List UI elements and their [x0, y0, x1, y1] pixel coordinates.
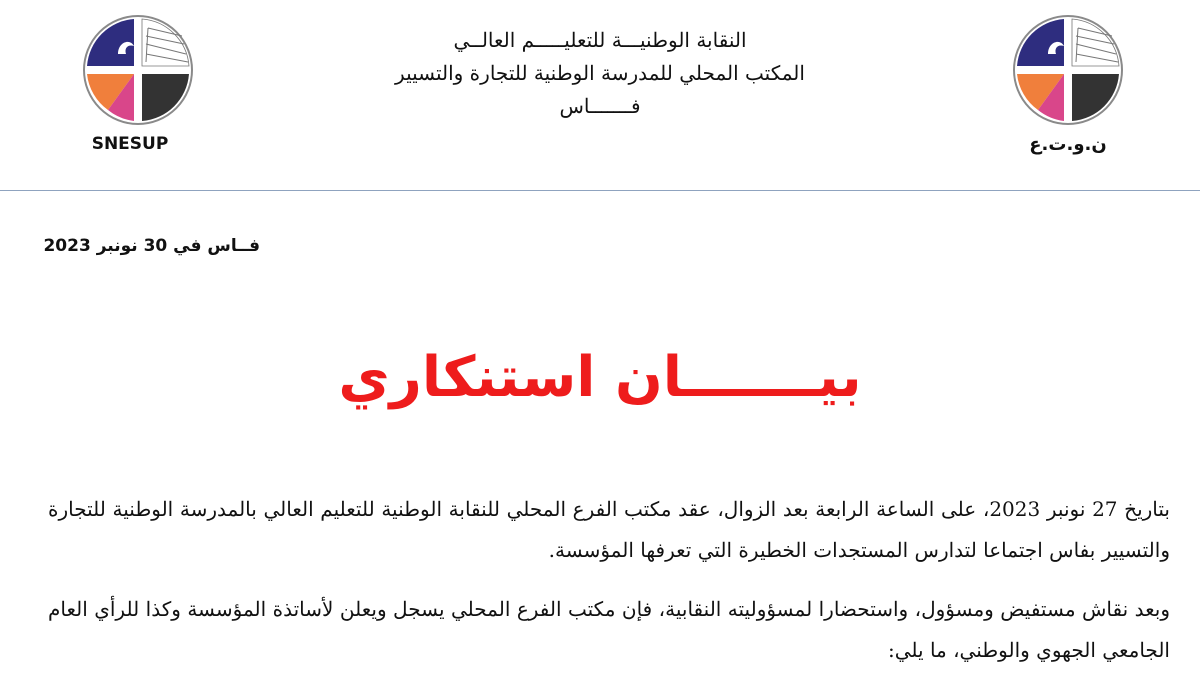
- document-date: فــاس في 30 نونبر 2023: [43, 236, 260, 256]
- letterhead: [300, 24, 900, 123]
- document-title: بيـــــــان استنكاري: [338, 345, 862, 410]
- union-logo: [1008, 14, 1128, 126]
- letterhead-city: فـــــــاس: [559, 94, 641, 118]
- paragraph-declaration: وبعد نقاش مستفيض ومسؤول، واستحضارا لمسؤوليته النقابية، فإن مكتب الفرع المحلي يسجل ويعلن لأساتذة المؤسسة وكذا للرأي العام الجامعي الجهوي والوطني، ما يلي:: [48, 597, 1170, 662]
- snesup-caption: SNESUP: [91, 134, 169, 154]
- header-divider: [0, 190, 1200, 191]
- paragraph-meeting: بتاريخ 27 نونبر 2023، على الساعة الرابعة بعد الزوال، عقد مكتب الفرع المحلي للنقابة الوطنية للتعليم العالي بالمدرسة الوطنية للتجارة والتسيير بفاس اجتماعا لتدارس المستجدات الخطيرة التي تعرفها المؤسسة.: [48, 497, 1170, 562]
- letterhead-union-name: النقابة الوطنيـــة للتعليـــــم العالــي: [453, 28, 747, 52]
- snesup-logo: [78, 14, 198, 126]
- union-caption: ن.و.ت.ع: [1029, 134, 1107, 155]
- letterhead-office-name: المكتب المحلي للمدرسة الوطنية للتجارة والتسيير: [395, 61, 805, 85]
